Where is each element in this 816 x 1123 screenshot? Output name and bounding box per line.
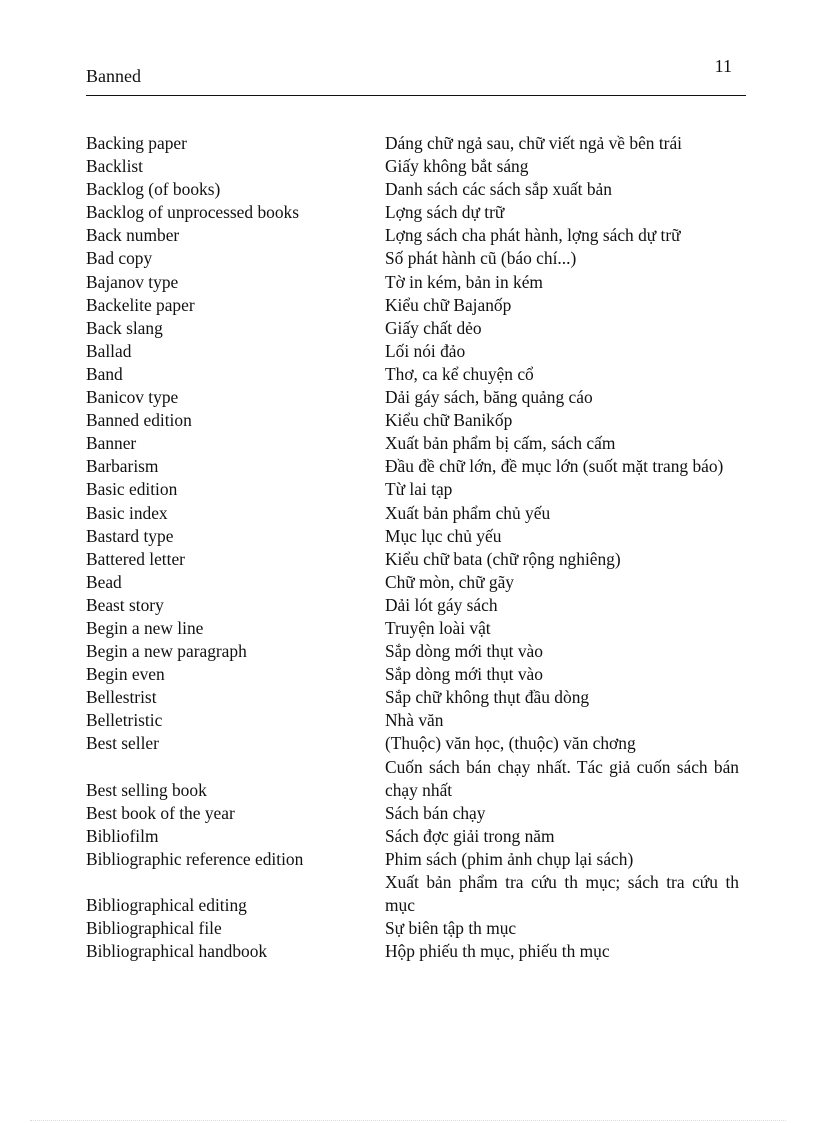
footer-divider [30,1120,786,1121]
entry-term: Ballad [86,340,132,361]
entry-term: Bajanov type [86,271,179,292]
entry-term: Barbarism [86,456,159,477]
entry-definition: Lợng sách cha phát hành, lợng sách dự trữ [385,225,681,246]
running-head: Banned [86,66,141,86]
glossary-entry [86,917,746,940]
entry-term: Beast story [86,594,164,615]
entry-term: Begin a new line [86,617,204,638]
entry-definition: Giấy chất dẻo [385,317,482,338]
entry-term: Bastard type [86,525,174,546]
entry-definition: Số phát hành cũ (báo chí...) [385,248,577,269]
entry-term: Banned edition [86,410,192,431]
glossary-entry [86,871,746,917]
entry-definition: Sách bán chạy [385,802,486,823]
entry-definition: Lối nói đảo [385,340,466,361]
glossary-entry [86,571,746,594]
entry-term: Backlist [86,156,143,177]
glossary-entry [86,525,746,548]
entry-term: Band [86,363,123,384]
glossary-entry [86,640,746,663]
entry-term: Begin even [86,664,165,685]
glossary-entry [86,548,746,571]
entry-definition: Danh sách các sách sắp xuất bản [385,179,612,200]
glossary-entry [86,386,746,409]
glossary-entry [86,686,746,709]
entry-term: Backelite paper [86,294,195,315]
glossary-entry [86,478,746,501]
glossary-entry [86,502,746,525]
glossary-entry [86,709,746,732]
page-number: 11 [714,56,732,76]
entry-definition: Sắp dòng mới thụt vào [385,664,543,685]
glossary-entry [86,455,746,478]
entry-definition: Sự biên tập th mục [385,918,517,939]
entry-term: Belletristic [86,710,163,731]
glossary-entry [86,594,746,617]
entry-definition: Lợng sách dự trữ [385,202,505,223]
entry-definition: Dải lót gáy sách [385,594,498,615]
entry-definition: Chữ mòn, chữ gãy [385,571,514,592]
entry-definition: Kiểu chữ Bajanốp [385,294,512,315]
entry-definition: Phim sách (phim ảnh chụp lại sách) [385,848,634,869]
glossary-entry [86,155,746,178]
entry-term: Begin a new paragraph [86,641,247,662]
entry-definition: Giấy không bắt sáng [385,156,529,177]
entry-definition: Mục lục chủ yếu [385,525,502,546]
glossary-entry [86,294,746,317]
glossary-entry [86,756,746,802]
entry-definition: Từ lai tạp [385,479,453,500]
entry-term: Backlog of unprocessed books [86,202,299,223]
entry-definition: Xuất bản phẩm bị cấm, sách cấm [385,433,616,454]
entry-term: Back number [86,225,180,246]
entry-term: Best selling book [86,779,207,800]
entry-definition: (Thuộc) văn học, (thuộc) văn chơng [385,733,636,754]
entry-term: Bibliofilm [86,825,159,846]
glossary-entry [86,848,746,871]
entry-definition: Dáng chữ ngả sau, chữ viết ngả về bên trái [385,133,682,153]
entry-definition: Truyện loài vật [385,617,491,638]
glossary-entry [86,178,746,201]
entry-definition: Nhà văn [385,710,444,731]
glossary-list [86,132,746,963]
entry-term: Bibliographical file [86,918,222,939]
glossary-entry [86,732,746,755]
entry-definition: Đầu đề chữ lớn, đề mục lớn (suốt mặt trang báo) [385,456,724,477]
entry-term: Banicov type [86,387,179,408]
entry-definition: Kiểu chữ Banikốp [385,410,513,431]
glossary-entry [86,617,746,640]
glossary-entry [86,132,746,155]
entry-definition: Xuất bản phẩm chủ yếu [385,502,551,523]
page-header [86,56,746,96]
entry-definition: Hộp phiếu th mục, phiếu th mục [385,941,610,962]
header-rule [86,95,746,96]
entry-term: Best seller [86,733,159,754]
entry-term: Bead [86,571,122,592]
glossary-entry [86,409,746,432]
glossary-entry [86,432,746,455]
entry-definition: Xuất bản phẩm tra cứu th mục; sách tra cứu th mục [385,872,739,916]
entry-term: Bellestrist [86,687,157,708]
entry-definition: Cuốn sách bán chạy nhất. Tác giả cuốn sách bán chạy nhất [385,756,739,800]
entry-term: Backlog (of books) [86,179,221,200]
entry-term: Backing paper [86,133,187,153]
entry-term: Banner [86,433,137,454]
glossary-entry [86,663,746,686]
entry-definition: Dải gáy sách, băng quảng cáo [385,387,593,408]
glossary-entry [86,825,746,848]
glossary-entry [86,201,746,224]
entry-term: Basic edition [86,479,178,500]
entry-definition: Sắp chữ không thụt đầu dòng [385,687,590,708]
entry-term: Basic index [86,502,168,523]
glossary-entry [86,802,746,825]
entry-definition: Sắp dòng mới thụt vào [385,641,543,662]
glossary-entry [86,317,746,340]
glossary-entry [86,224,746,247]
entry-term: Bibliographical editing [86,895,247,916]
glossary-entry [86,247,746,270]
entry-term: Back slang [86,317,163,338]
entry-term: Bibliographical handbook [86,941,268,962]
entry-term: Battered letter [86,548,185,569]
glossary-entry [86,363,746,386]
entry-term: Bad copy [86,248,153,269]
glossary-entry [86,271,746,294]
entry-term: Best book of the year [86,802,235,823]
entry-definition: Thơ, ca kể chuyện cổ [385,363,534,384]
entry-definition: Tờ in kém, bản in kém [385,271,543,292]
entry-term: Bibliographic reference edition [86,848,304,869]
entry-definition: Kiểu chữ bata (chữ rộng nghiêng) [385,548,621,569]
glossary-entry [86,340,746,363]
glossary-entry [86,940,746,963]
entry-definition: Sách đợc giải trong năm [385,825,555,846]
